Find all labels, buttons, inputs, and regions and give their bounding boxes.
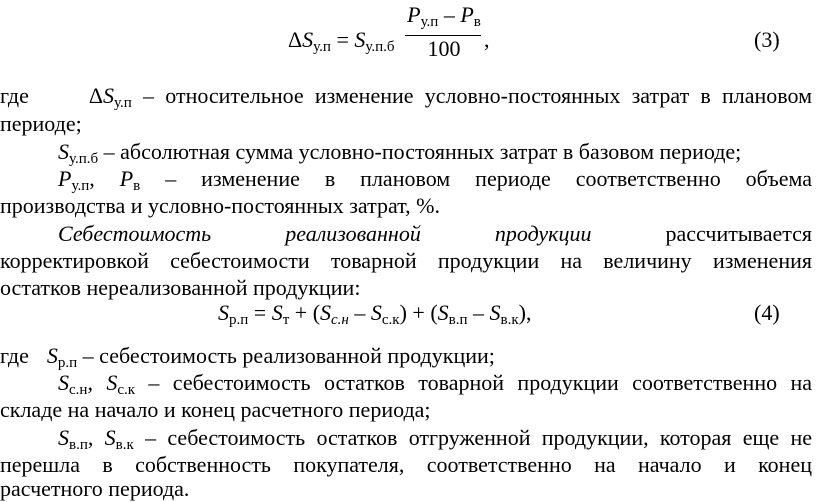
eq3-number: (3)	[754, 27, 780, 52]
p6-line2: складе на начало и конец расчетного периода;	[0, 397, 431, 422]
p1-line1: где $\Delta S_{у.п}$ – относительное изменение условно-постоянных затрат в плановом	[0, 83, 813, 111]
p7-line2: перешла в собственность покупателя, соответственно на начало и конец	[0, 452, 812, 477]
p7-line1: $S_{в.п}$, $S_{в.к}$ – себестоимость остатков отгруженной продукции, которая еще не	[58, 425, 812, 453]
eq3-lhs: $\Delta S_{у.п} = S_{у.п.б}$	[288, 27, 395, 55]
equation-4: $S_{р.п} = S_т + (S_{с.н} - S_{с.к}) + (S_{в.п} - S_{в.к})$,	[218, 300, 532, 328]
p4-line2: корректировкой себестоимости товарной продукции на величину изменения	[0, 248, 812, 273]
eq3-denominator: 100	[427, 36, 461, 61]
p2-line1: $S_{у.п.б}$ – абсолютная сумма условно-постоянных затрат в базовом периоде;	[58, 139, 742, 167]
eq3-comma: ,	[484, 27, 490, 52]
p1-line2: периоде;	[0, 111, 82, 136]
p4-line3: остатков нереализованной продукции:	[0, 275, 361, 300]
p6-line1: $S_{с.н}$, $S_{с.к}$ – себестоимость остатков товарной продукции соответственно на	[58, 370, 813, 398]
p4-line1: Себестоимость реализованной продукции рассчитывается	[58, 221, 813, 246]
p3-line1: $P_{у.п}$, $P_в$ – изменение в плановом периоде соответственно объема	[58, 166, 813, 194]
p5-line1: где $S_{р.п}$ – себестоимость реализованной продукции;	[0, 343, 495, 371]
p3-line2: производства и условно-постоянных затрат, %.	[0, 193, 440, 218]
eq3-numerator: $P_{у.п} - P_в$	[407, 2, 481, 30]
eq4-number: (4)	[754, 300, 780, 325]
p7-line3: расчетного периода.	[0, 476, 190, 501]
